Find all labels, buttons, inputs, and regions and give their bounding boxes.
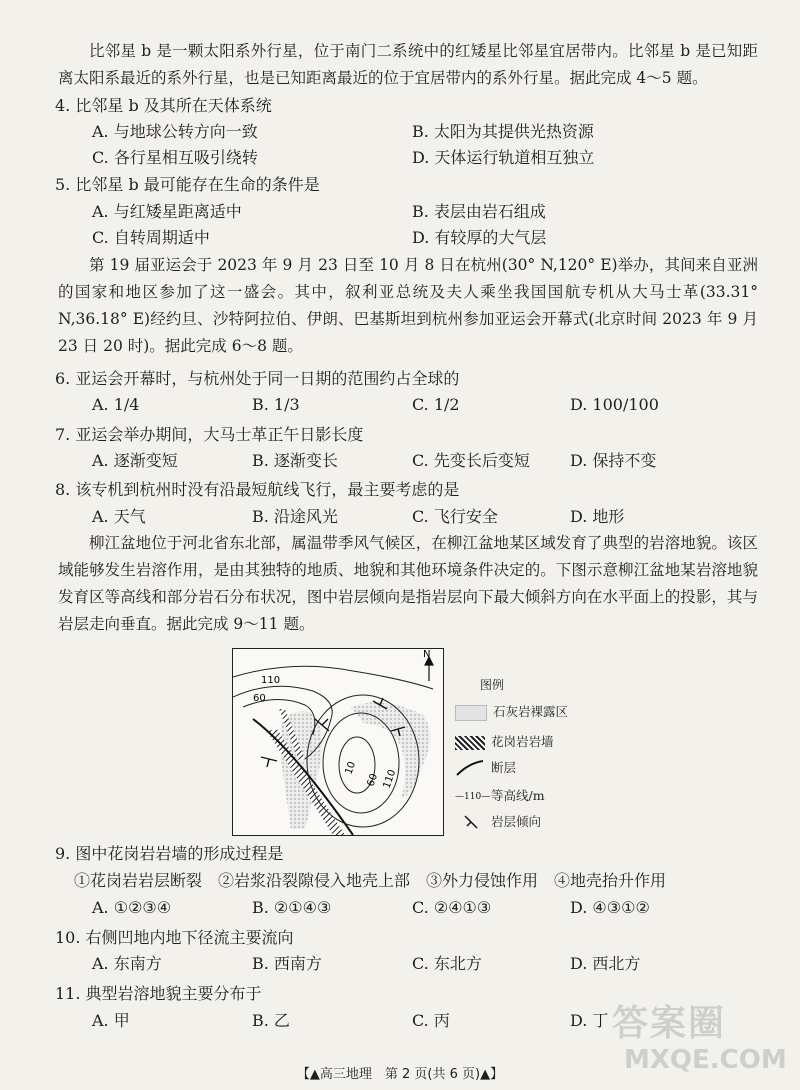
q10-option-b: B. 西南方 <box>252 954 322 973</box>
question-9-stem: 9. 图中花岗岩岩墙的形成过程是 <box>55 844 284 863</box>
q7-option-d: D. 保持不变 <box>570 451 657 470</box>
q4-option-c: C. 各行星相互吸引绕转 <box>92 148 258 167</box>
q10-option-d: D. 西北方 <box>570 954 641 973</box>
question-10-stem: 10. 右侧凹地内地下径流主要流向 <box>55 928 294 947</box>
q5-option-a: A. 与红矮星距离适中 <box>92 202 242 221</box>
legend-label: 石灰岩裸露区 <box>493 704 569 719</box>
question-4-stem: 4. 比邻星 b 及其所在天体系统 <box>55 96 272 115</box>
question-8-stem: 8. 该专机到杭州时没有沿最短航线飞行，最主要考虑的是 <box>55 480 460 499</box>
legend-dip <box>455 812 541 832</box>
question-6-stem: 6. 亚运会开幕时，与杭州处于同一日期的范围约占全球的 <box>55 369 460 388</box>
question-11-stem: 11. 典型岩溶地貌主要分布于 <box>55 984 262 1003</box>
q10-option-a: A. 东南方 <box>92 954 162 973</box>
q10-option-c: C. 东北方 <box>412 954 482 973</box>
q6-option-a: A. 1/4 <box>92 395 140 414</box>
q8-option-d: D. 地形 <box>570 507 625 526</box>
contour-label: 10 <box>343 760 359 777</box>
q11-option-a: A. 甲 <box>92 1011 130 1030</box>
q9-option-c: C. ②④①③ <box>412 898 492 917</box>
contour-label: 110 <box>381 768 399 791</box>
contour-label: 110 <box>261 675 281 686</box>
q4-option-b: B. 太阳为其提供光热资源 <box>412 122 594 141</box>
q11-option-d: D. 丁 <box>570 1011 609 1030</box>
q6-option-b: B. 1/3 <box>252 395 300 414</box>
legend-label: 岩层倾向 <box>491 814 542 829</box>
q5-option-d: D. 有较厚的大气层 <box>412 228 547 247</box>
legend-contour <box>455 786 545 804</box>
q11-option-b: B. 乙 <box>252 1011 290 1030</box>
q6-option-c: C. 1/2 <box>412 395 460 414</box>
q9-steps: ①花岗岩岩层断裂 ②岩浆沿裂隙侵入地壳上部 ③外力侵蚀作用 ④地壳抬升作用 <box>74 871 667 890</box>
q9-option-a: A. ①②③④ <box>92 898 172 917</box>
q8-option-b: B. 沿途风光 <box>252 507 338 526</box>
limestone-swatch <box>455 705 487 721</box>
q7-option-c: C. 先变长后变短 <box>412 451 530 470</box>
contour-label: 60 <box>365 772 381 789</box>
q8-option-c: C. 飞行安全 <box>412 507 498 526</box>
q5-option-c: C. 自转周期适中 <box>92 228 210 247</box>
legend-label: 花岗岩岩墙 <box>491 734 554 749</box>
watermark-logo <box>612 995 787 1085</box>
passage-proxima: 比邻星 b 是一颗太阳系外行星，位于南门二系统中的红矮星比邻星宜居带内。比邻星 b 是已知距离太阳系最近的系外行星，也是已知距离最近的位于宜居带内的系外行星。据此完成 4～5 题。 <box>58 42 758 87</box>
q5-option-b: B. 表层由岩石组成 <box>412 202 546 221</box>
legend-title: 图例 <box>480 678 505 692</box>
q4-option-d: D. 天体运行轨道相互独立 <box>412 148 595 167</box>
q7-option-b: B. 逐渐变长 <box>252 451 338 470</box>
watermark-url: MXQE.COM <box>624 1045 787 1075</box>
north-arrow <box>425 657 433 681</box>
legend-fault <box>455 758 516 779</box>
contour-label: 60 <box>253 693 266 704</box>
question-7-stem: 7. 亚运会举办期间，大马士革正午日影长度 <box>55 425 364 444</box>
legend-label: 断层 <box>491 760 517 775</box>
q11-option-c: C. 丙 <box>412 1011 450 1030</box>
contour-line <box>323 713 399 813</box>
legend-granite <box>455 732 554 750</box>
contour-swatch: —110— <box>455 791 491 802</box>
granite-swatch <box>455 736 485 750</box>
dip-swatch <box>455 814 485 832</box>
passage-asian-games: 第 19 届亚运会于 2023 年 9 月 23 日至 10 月 8 日在杭州(30° N,120° E)举办，其间来自亚洲的国家和地区参加了这一盛会。其中，叙利亚总统及夫人乘坐我国国航专机从大马士革(33.31° N,36.18° E)经约旦、沙特阿拉伯、伊朗、巴基斯坦到杭州参加亚运会开幕式(北京时间 2023 年 9 月 23 日 20 时)。据此完成 6～8 题。 <box>58 256 758 355</box>
q7-option-a: A. 逐渐变短 <box>92 451 178 470</box>
q8-option-a: A. 天气 <box>92 507 146 526</box>
passage-liujiang-basin: 柳江盆地位于河北省东北部，属温带季风气候区，在柳江盆地某区域发育了典型的岩溶地貌。该区域能够发生岩溶作用，是由其独特的地质、地貌和其他环境条件决定的。下图示意柳江盆地某岩溶地貌发育区等高线和部分岩石分布状况，图中岩层倾向是指岩层向下最大倾斜方向在水平面上的投影，其与岩层走向垂直。据此完成 9～11 题。 <box>58 534 758 633</box>
contour-map <box>232 648 444 836</box>
watermark-text: 答案圈 <box>612 1003 727 1044</box>
q9-option-d: D. ④③①② <box>570 898 650 917</box>
fault-swatch <box>455 759 485 779</box>
legend-limestone <box>455 702 568 721</box>
legend-label: 等高线/m <box>491 788 545 803</box>
q4-option-a: A. 与地球公转方向一致 <box>92 122 258 141</box>
page-footer: 【▲高三地理 第 2 页(共 6 页)▲】 <box>296 1067 504 1082</box>
q6-option-d: D. 100/100 <box>570 395 659 414</box>
contour-map-svg <box>233 649 443 835</box>
question-5-stem: 5. 比邻星 b 最可能存在生命的条件是 <box>55 175 320 194</box>
north-label: N <box>423 649 431 660</box>
q9-option-b: B. ②①④③ <box>252 898 332 917</box>
